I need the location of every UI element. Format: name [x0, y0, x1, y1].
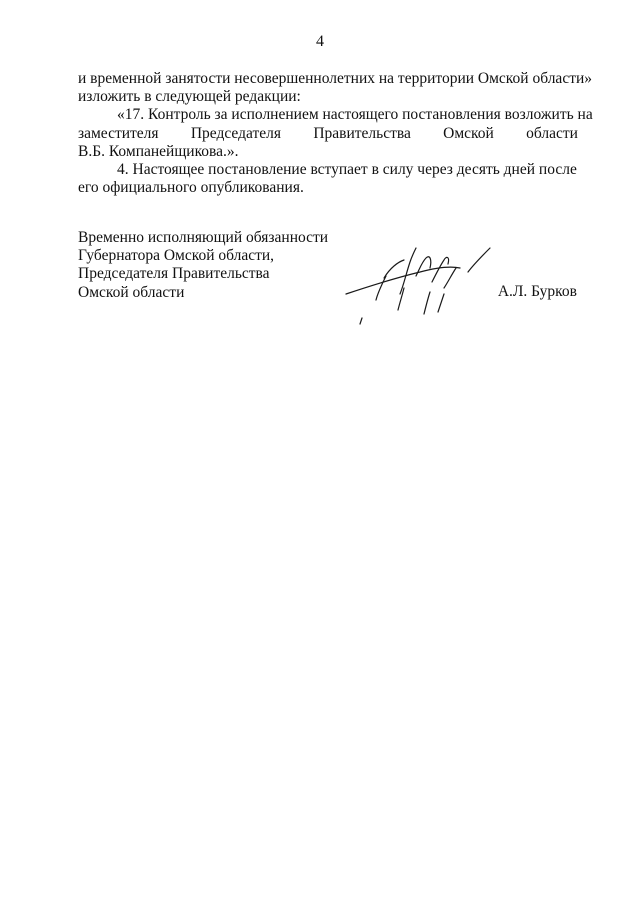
- paragraph-line: его официального опубликования.: [78, 179, 304, 197]
- signatory-position: [78, 229, 328, 302]
- justified-line: [78, 125, 578, 143]
- position-line: Временно исполняющий обязанности: [78, 229, 329, 246]
- page-number: 4: [316, 33, 324, 50]
- document-body: [78, 70, 593, 197]
- paragraph-line: и временной занятости несовершеннолетних на территории Омской области»: [78, 70, 593, 87]
- paragraph-line: изложить в следующей редакции:: [78, 88, 301, 106]
- word: Омской: [443, 124, 494, 142]
- position-line: Омской области: [78, 283, 185, 301]
- position-line: Губернатора Омской области,: [78, 247, 275, 265]
- word: Председателя: [190, 124, 281, 142]
- word: Правительства: [313, 124, 411, 142]
- signatory-name: А.Л. Бурков: [497, 283, 577, 300]
- position-line: Председателя Правительства: [78, 265, 270, 283]
- paragraph-line: 4. Настоящее постановление вступает в силу через десять дней после: [117, 160, 577, 178]
- paragraph-line: «17. Контроль за исполнением настоящего постановления возложить на: [117, 106, 593, 124]
- handwritten-signature: [340, 238, 500, 338]
- word: заместителя: [78, 124, 159, 142]
- word: области: [526, 124, 578, 142]
- paragraph-line: В.Б. Компанейщикова.».: [78, 142, 239, 160]
